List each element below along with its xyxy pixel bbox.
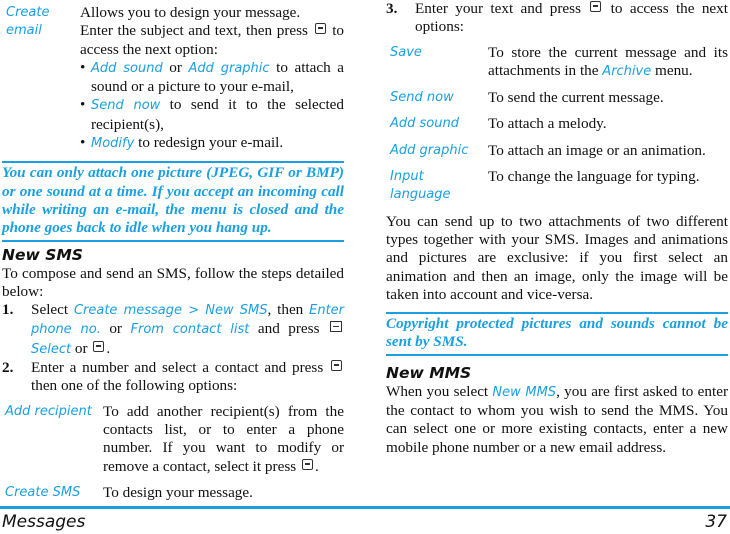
- text: to access the next option:: [80, 22, 345, 58]
- option-desc: To change the language for typing.: [488, 168, 700, 186]
- option-row: [386, 44, 728, 82]
- heading-new-sms: New SMS: [2, 245, 83, 264]
- text: To add another recipient(s) from the contacts list, or to enter a phone number. If you want to modify or remove a contact, select it press: [103, 402, 344, 475]
- text: to access the next options:: [415, 0, 728, 36]
- option-label: Send now: [390, 90, 454, 106]
- text: Enter your text and press: [415, 0, 581, 17]
- option-label: Save: [390, 44, 422, 60]
- menu-ref: Select: [31, 341, 72, 357]
- text: Enter the subject and text, then press: [80, 22, 308, 40]
- step-number: 1.: [2, 301, 14, 319]
- bullet-item: [80, 134, 344, 153]
- note-email: You can only attach one picture (JPEG, GIF or BMP) or one sound at a time. If you accept an incoming call while writing an e-mail, the menu is closed and the phone goes back to idle when you hang up.: [2, 164, 344, 237]
- softkey-icon: [330, 321, 342, 332]
- option-row: [386, 142, 728, 160]
- note-rule-bottom: [2, 240, 344, 242]
- option-label: Input language: [390, 169, 451, 203]
- option-desc: To attach a melody.: [488, 115, 607, 133]
- option-desc: [103, 403, 344, 476]
- option-row: [2, 403, 344, 476]
- menu-ref: New MMS: [492, 384, 557, 400]
- option-desc: To design your message.: [103, 483, 253, 501]
- menu-ref: From contact list: [130, 322, 250, 338]
- new-mms-paragraph: [386, 383, 728, 457]
- menu-ref: Enter phone no.: [31, 303, 345, 338]
- create-email-row: [2, 4, 344, 153]
- option-label: Add recipient: [5, 403, 92, 419]
- note-rule-bottom: [386, 354, 728, 356]
- step-2: [2, 359, 344, 396]
- text: to send it to the selected recipient(s),: [91, 96, 344, 133]
- ok-key-icon: [93, 341, 104, 352]
- option-label: Add sound: [390, 116, 459, 132]
- text: or: [162, 58, 189, 76]
- create-email-label: Create email: [6, 5, 50, 39]
- text: Enter a number and select a contact and press: [31, 359, 324, 377]
- option-row: [386, 115, 728, 133]
- text: then one of the following options:: [31, 377, 238, 395]
- bullet-item: [80, 59, 344, 97]
- text: to attach a sound or a picture to your e-mail,: [91, 58, 344, 96]
- new-sms-intro: To compose and send an SMS, follow the steps detailed below:: [2, 264, 344, 300]
- text: , you are first asked to enter the contact to whom you wish to send the MMS. You can select one or more existing contacts, enter a new mobile phone number or a new email address.: [386, 382, 729, 456]
- text: To store the current message and its attachments in the: [488, 43, 728, 79]
- step-1: [2, 301, 344, 359]
- ok-key-icon: [590, 1, 601, 12]
- text: When you select: [386, 382, 493, 400]
- option-label: Create SMS: [5, 484, 81, 500]
- right-column: [386, 0, 728, 457]
- step-3: [386, 0, 728, 37]
- text: to redesign your e-mail.: [134, 134, 284, 152]
- option-desc: [488, 44, 728, 82]
- menu-ref: Add sound: [91, 60, 163, 76]
- menu-ref: Add graphic: [188, 60, 270, 76]
- menu-ref: Create message > New SMS: [73, 303, 268, 319]
- text: or: [100, 320, 131, 338]
- ok-key-icon: [331, 360, 342, 371]
- option-label: Add graphic: [390, 142, 469, 158]
- page-number: 37: [705, 512, 727, 532]
- note-copyright: Copyright protected pictures and sounds cannot be sent by SMS.: [386, 315, 728, 351]
- text: Select: [31, 301, 74, 319]
- ok-key-icon: [302, 459, 313, 470]
- attachments-paragraph: You can send up to two attachments of two different types together with your SMS. Images and animations and pictures are exclusive: if you first select an animation and then an image, only the image will be taken into account and vice-versa.: [386, 212, 728, 303]
- option-row: [386, 168, 728, 205]
- create-email-desc: [80, 4, 344, 153]
- text: .: [314, 457, 319, 475]
- option-row: [2, 484, 344, 502]
- bullet-item: [80, 96, 344, 134]
- heading-new-mms: New MMS: [386, 363, 472, 382]
- step-number: 3.: [386, 0, 398, 17]
- menu-ref: Archive: [602, 63, 652, 79]
- ok-key-icon: [315, 23, 326, 34]
- left-column: [2, 4, 344, 502]
- text: and press: [249, 320, 328, 338]
- text: .: [106, 339, 111, 357]
- option-row: [386, 89, 728, 107]
- text: , then: [267, 301, 310, 319]
- text: menu.: [651, 61, 693, 79]
- text: or: [71, 339, 92, 357]
- menu-ref: Send now: [91, 98, 161, 114]
- option-desc: To send the current message.: [488, 89, 664, 107]
- footer-rule: [0, 506, 730, 509]
- option-desc: To attach an image or an animation.: [488, 141, 706, 159]
- step-number: 2.: [2, 359, 14, 377]
- menu-ref: Modify: [91, 136, 135, 152]
- footer-section-title: Messages: [2, 512, 86, 532]
- create-email-line1: Allows you to design your message.: [80, 4, 301, 21]
